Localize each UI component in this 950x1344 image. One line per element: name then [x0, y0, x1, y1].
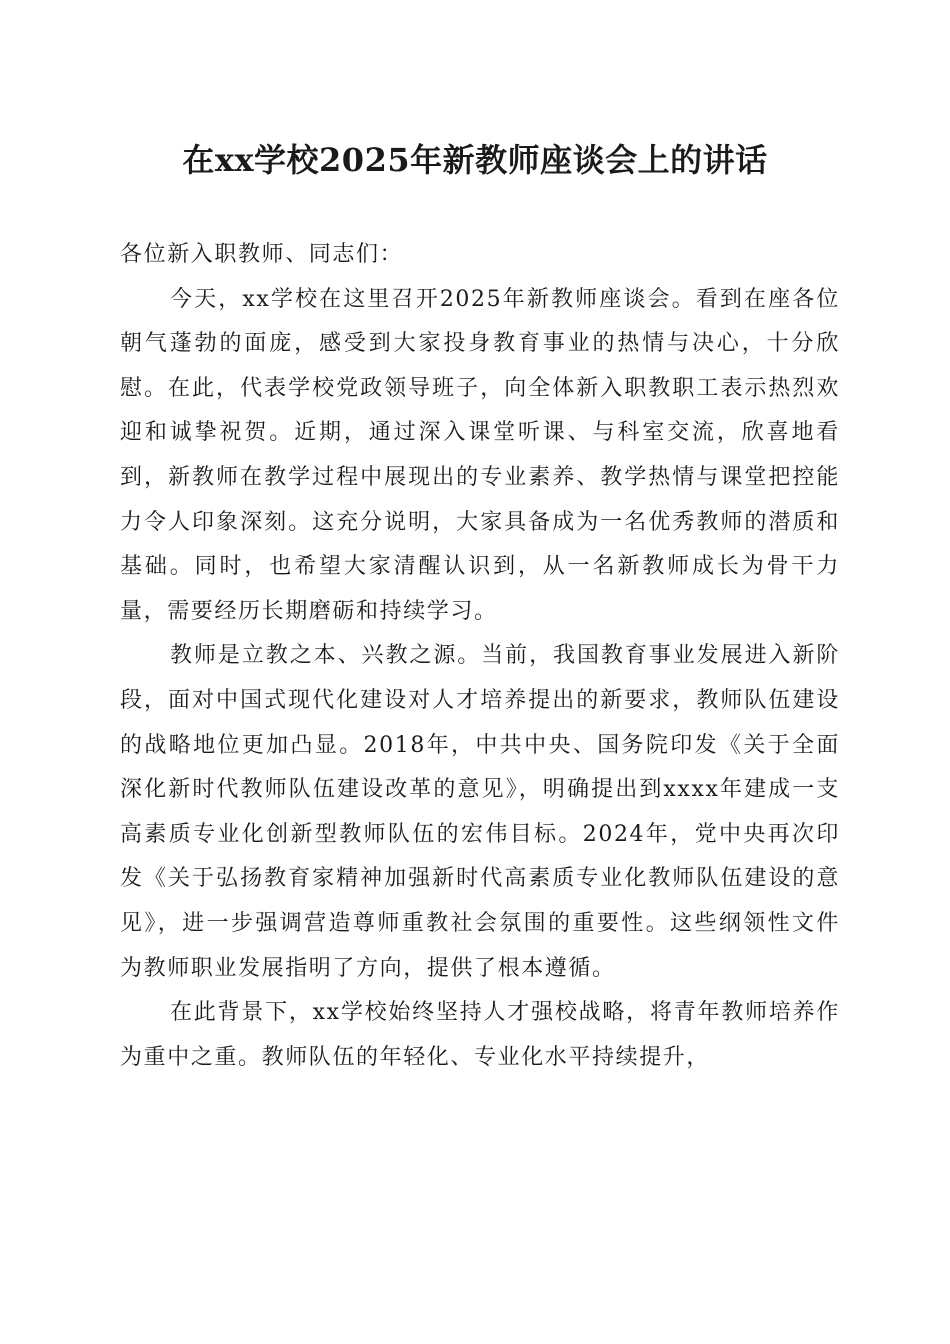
document-title: 在xx学校2025年新教师座谈会上的讲话: [182, 141, 768, 179]
salutation: 各位新入职教师、同志们：: [120, 242, 404, 267]
paragraph: 在此背景下，xx学校始终坚持人才强校战略，将青年教师培养作为重中之重。教师队伍的年轻化、专业化水平持续提升，: [120, 1000, 840, 1070]
paragraph: 今天，xx学校在这里召开2025年新教师座谈会。看到在座各位朝气蓬勃的面庞，感受到大家投身教育事业的热情与决心，十分欣慰。在此，代表学校党政领导班子，向全体新入职教职工表示热烈欢迎和诚挚祝贺。近期，通过深入课堂听课、与科室交流，欣喜地看到，新教师在教学过程中展现出的专业素养、教学热情与课堂把控能力令人印象深刻。这充分说明，大家具备成为一名优秀教师的潜质和基础。同时，也希望大家清醒认识到，从一名新教师成长为骨干力量，需要经历长期磨砺和持续学习。: [120, 286, 840, 624]
paragraph: 教师是立教之本、兴教之源。当前，我国教育事业发展进入新阶段，面对中国式现代化建设对人才培养提出的新要求，教师队伍建设的战略地位更加凸显。2018年，中共中央、国务院印发《关于全面深化新时代教师队伍建设改革的意见》，明确提出到xxxx年建成一支高素质专业化创新型教师队伍的宏伟目标。2024年，党中央再次印发《关于弘扬教育家精神加强新时代高素质专业化教师队伍建设的意见》，进一步强调营造尊师重教社会氛围的重要性。这些纲领性文件为教师职业发展指明了方向，提供了根本遵循。: [120, 643, 840, 981]
document-body: [120, 233, 840, 1080]
